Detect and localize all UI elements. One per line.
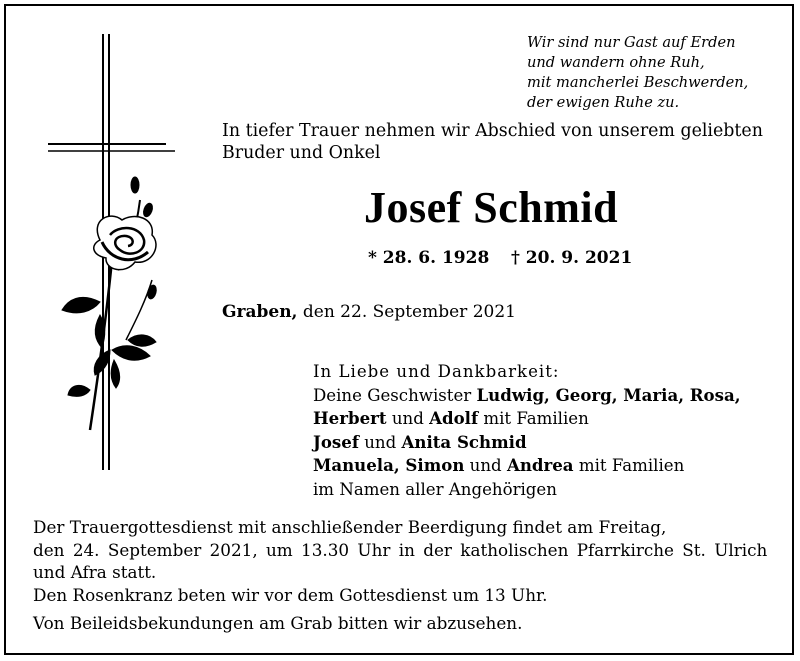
poem-line: mit mancherlei Beschwerden, [527, 74, 749, 91]
poem-line: und wandern ohne Ruh, [527, 54, 705, 71]
place: Graben, [222, 302, 298, 322]
name-adolf: Adolf [429, 408, 479, 428]
service-line: Der Trauergottesdienst mit anschließender Beerdigung findet am Freitag, [33, 517, 667, 537]
name-josef: Josef [313, 431, 359, 452]
mourners-heading: In Liebe und Dankbarkeit: [313, 362, 560, 381]
place-date [222, 302, 516, 322]
service-line: den 24. September 2021, um 13.30 Uhr in der katholischen Pfarrkirche St. Ulrich [33, 539, 768, 560]
deceased-name: Josef Schmid [364, 183, 619, 232]
service-info [33, 516, 767, 635]
service-line: und Afra statt. [33, 562, 157, 582]
name-herbert: Herbert [313, 408, 387, 428]
intro-line: Bruder und Onkel [222, 143, 381, 163]
mourners-line [313, 454, 741, 478]
death-date: † 20. 9. 2021 [511, 248, 633, 268]
conjunction: und [386, 409, 430, 428]
mourners-line [313, 384, 741, 408]
mourners-block [313, 360, 741, 501]
mourners-line [313, 431, 741, 455]
birth-date: * 28. 6. 1928 [368, 248, 490, 268]
with-families: mit Familien [478, 409, 589, 428]
with-families: mit Familien [573, 456, 685, 475]
mourners-line [313, 407, 741, 431]
conjunction: und [464, 456, 507, 475]
intro-text [222, 120, 763, 164]
date: den 22. September 2021 [297, 302, 516, 322]
poem [527, 33, 748, 113]
siblings-names: Ludwig, Georg, Maria, Rosa, [476, 384, 741, 405]
siblings-prefix: Deine Geschwister [313, 385, 477, 405]
name-manuela-simon: Manuela, Simon [313, 455, 465, 475]
rosary-line: Den Rosenkranz beten wir vor dem Gottesdienst um 13 Uhr. [33, 584, 548, 605]
condolence-line: Von Beileidsbekundungen am Grab bitten wir abzusehen. [33, 613, 523, 633]
all-relatives: im Namen aller Angehörigen [313, 479, 557, 499]
name-anita: Anita Schmid [401, 431, 527, 452]
name-andrea: Andrea [506, 455, 574, 475]
intro-line: In tiefer Trauer nehmen wir Abschied von unserem geliebten [222, 121, 763, 141]
conjunction: und [358, 432, 402, 452]
cross-icon [40, 30, 180, 475]
poem-line: der ewigen Ruhe zu. [527, 94, 680, 111]
poem-line: Wir sind nur Gast auf Erden [527, 34, 736, 51]
